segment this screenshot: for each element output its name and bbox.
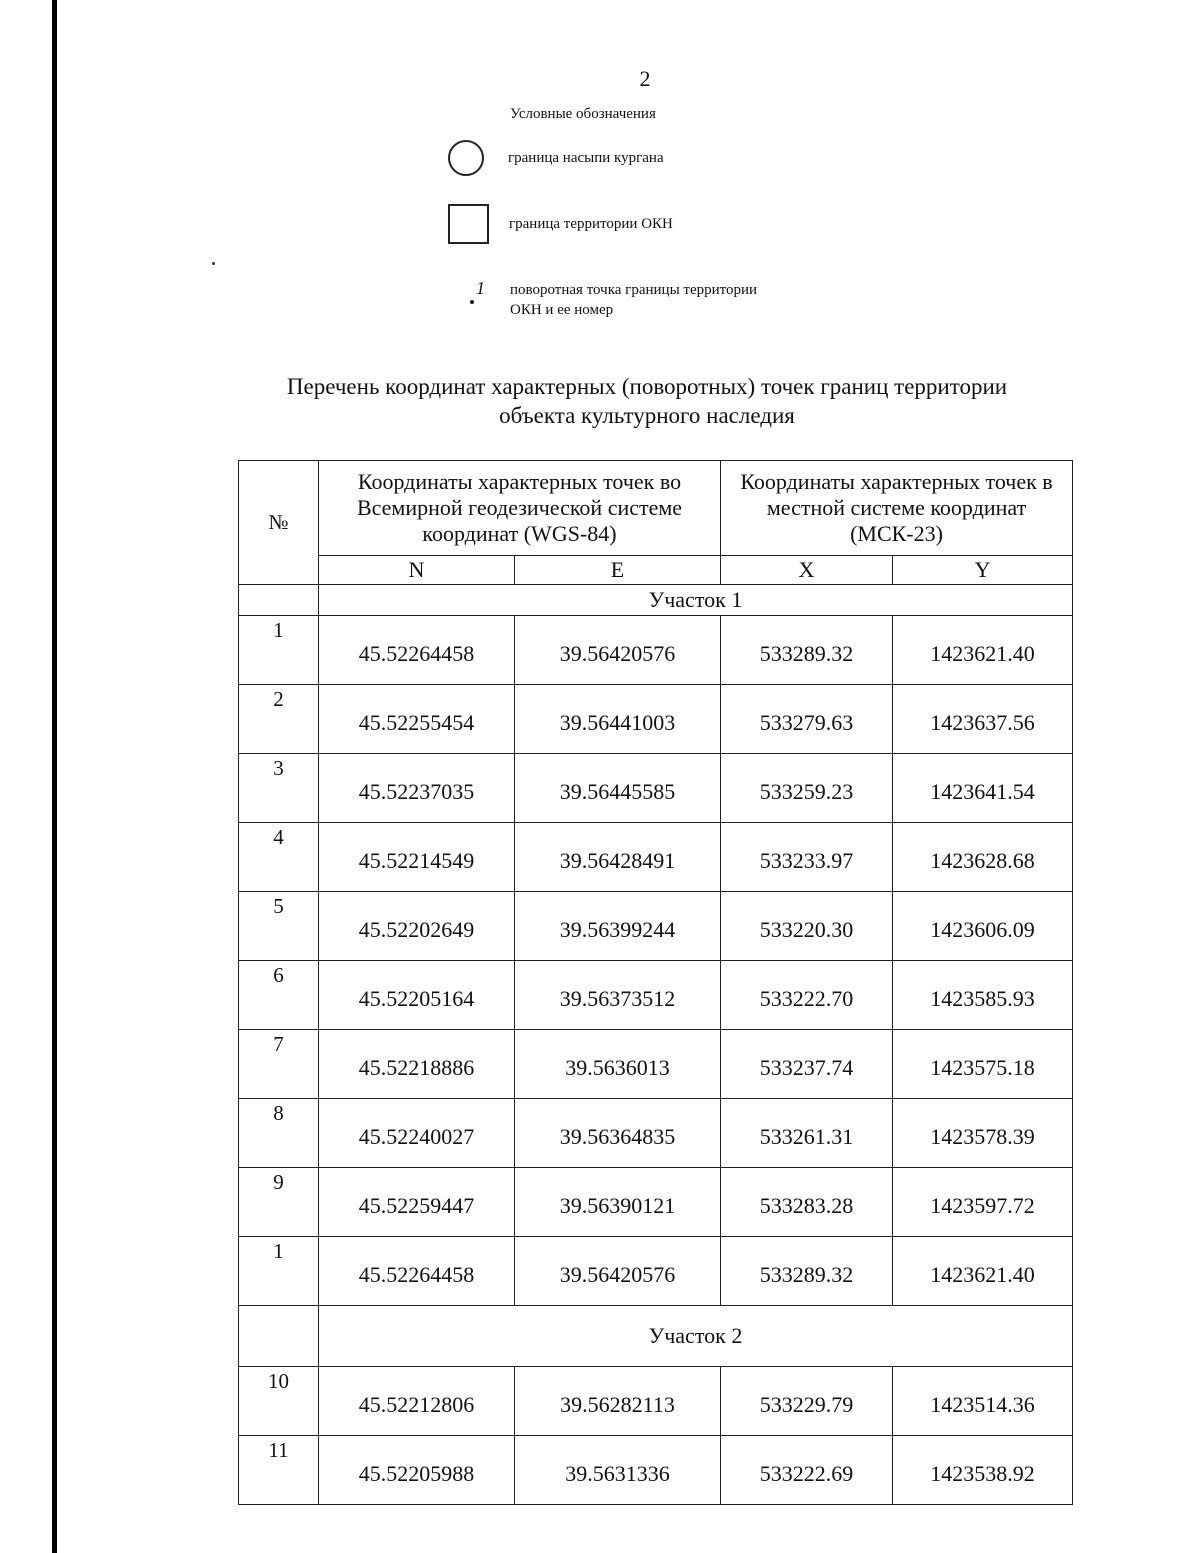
y-coordinate-cell: 1423538.92: [893, 1436, 1073, 1505]
latitude-cell: 45.52212806: [319, 1367, 515, 1436]
y-coordinate-cell: 1423514.36: [893, 1367, 1073, 1436]
longitude-cell: 39.5636013: [515, 1030, 721, 1099]
point-number-cell: 11: [239, 1436, 319, 1505]
latitude-cell: 45.52264458: [319, 1237, 515, 1306]
point-icon: [448, 278, 488, 312]
legend-label-line2: ОКН и ее номер: [510, 302, 614, 318]
x-coordinate-cell: 533222.69: [721, 1436, 893, 1505]
document-heading: [230, 372, 1064, 430]
point-number: 1: [476, 278, 485, 298]
table-row: [239, 961, 1073, 1030]
square-icon: [448, 204, 489, 244]
latitude-cell: 45.52205988: [319, 1436, 515, 1505]
point-dot: [470, 300, 474, 304]
legend-item-turning-point: [448, 278, 757, 320]
x-coordinate-cell: 533289.32: [721, 1237, 893, 1306]
scan-edge-bar: [52, 0, 57, 1553]
table-row: [239, 616, 1073, 685]
y-coordinate-cell: 1423621.40: [893, 616, 1073, 685]
point-number-cell: 7: [239, 1030, 319, 1099]
longitude-cell: 39.56420576: [515, 1237, 721, 1306]
latitude-cell: 45.52259447: [319, 1168, 515, 1237]
latitude-cell: 45.52218886: [319, 1030, 515, 1099]
x-coordinate-cell: 533233.97: [721, 823, 893, 892]
legend-label: [510, 280, 757, 320]
table-row: [239, 1436, 1073, 1505]
x-coordinate-cell: 533289.32: [721, 616, 893, 685]
point-number-cell: 2: [239, 685, 319, 754]
latitude-cell: 45.52214549: [319, 823, 515, 892]
table-row: [239, 823, 1073, 892]
x-coordinate-cell: 533229.79: [721, 1367, 893, 1436]
section-label: Участок 1: [319, 585, 1073, 616]
scan-speck: [212, 262, 215, 265]
page-number: 2: [639, 66, 651, 91]
point-number-cell: 8: [239, 1099, 319, 1168]
longitude-cell: 39.56399244: [515, 892, 721, 961]
x-coordinate-cell: 533222.70: [721, 961, 893, 1030]
table-row: [239, 1168, 1073, 1237]
y-coordinate-cell: 1423621.40: [893, 1237, 1073, 1306]
point-number-cell: 10: [239, 1367, 319, 1436]
section-empty-cell: [239, 1306, 319, 1367]
heading-line1: Перечень координат характерных (поворотных) точек границ территории: [286, 374, 1008, 399]
legend-item-mound-boundary: [448, 140, 664, 176]
section-empty-cell: [239, 585, 319, 616]
latitude-cell: 45.52255454: [319, 685, 515, 754]
header-msk23: Координаты характерных точек в местной системе координат (МСК-23): [721, 461, 1073, 556]
legend-item-territory-boundary: [448, 204, 673, 244]
header-n: N: [319, 556, 515, 585]
y-coordinate-cell: 1423597.72: [893, 1168, 1073, 1237]
table-row: [239, 1367, 1073, 1436]
y-coordinate-cell: 1423628.68: [893, 823, 1073, 892]
x-coordinate-cell: 533220.30: [721, 892, 893, 961]
latitude-cell: 45.52240027: [319, 1099, 515, 1168]
legend-label: граница территории ОКН: [509, 215, 673, 232]
table-row: [239, 754, 1073, 823]
longitude-cell: 39.56390121: [515, 1168, 721, 1237]
longitude-cell: 39.56420576: [515, 616, 721, 685]
table-row: [239, 1237, 1073, 1306]
y-coordinate-cell: 1423637.56: [893, 685, 1073, 754]
section-row: [239, 1306, 1073, 1367]
legend-label-line1: поворотная точка границы территории: [510, 282, 758, 298]
y-coordinate-cell: 1423606.09: [893, 892, 1073, 961]
x-coordinate-cell: 533259.23: [721, 754, 893, 823]
header-y: Y: [893, 556, 1073, 585]
section-row: [239, 585, 1073, 616]
table-row: [239, 892, 1073, 961]
table-row: [239, 1099, 1073, 1168]
header-number: №: [239, 461, 319, 585]
circle-icon: [448, 140, 484, 176]
x-coordinate-cell: 533283.28: [721, 1168, 893, 1237]
point-number-cell: 5: [239, 892, 319, 961]
point-number-cell: 4: [239, 823, 319, 892]
longitude-cell: 39.5631336: [515, 1436, 721, 1505]
y-coordinate-cell: 1423641.54: [893, 754, 1073, 823]
point-number-cell: 1: [239, 616, 319, 685]
longitude-cell: 39.56428491: [515, 823, 721, 892]
longitude-cell: 39.56441003: [515, 685, 721, 754]
header-e: E: [515, 556, 721, 585]
y-coordinate-cell: 1423575.18: [893, 1030, 1073, 1099]
header-wgs84: Координаты характерных точек во Всемирной геодезической системе координат (WGS-84): [319, 461, 721, 556]
y-coordinate-cell: 1423578.39: [893, 1099, 1073, 1168]
y-coordinate-cell: 1423585.93: [893, 961, 1073, 1030]
longitude-cell: 39.56364835: [515, 1099, 721, 1168]
section-label: Участок 2: [319, 1306, 1073, 1367]
point-number-cell: 9: [239, 1168, 319, 1237]
longitude-cell: 39.56282113: [515, 1367, 721, 1436]
legend-label: граница насыпи кургана: [508, 149, 664, 166]
legend-title: Условные обозначения: [510, 106, 656, 122]
coordinates-table: [238, 460, 1073, 1505]
latitude-cell: 45.52237035: [319, 754, 515, 823]
x-coordinate-cell: 533237.74: [721, 1030, 893, 1099]
x-coordinate-cell: 533279.63: [721, 685, 893, 754]
point-number-cell: 3: [239, 754, 319, 823]
latitude-cell: 45.52202649: [319, 892, 515, 961]
heading-line2: объекта культурного наследия: [499, 403, 795, 428]
longitude-cell: 39.56445585: [515, 754, 721, 823]
header-x: X: [721, 556, 893, 585]
point-number-cell: 1: [239, 1237, 319, 1306]
table-row: [239, 1030, 1073, 1099]
point-number-cell: 6: [239, 961, 319, 1030]
longitude-cell: 39.56373512: [515, 961, 721, 1030]
x-coordinate-cell: 533261.31: [721, 1099, 893, 1168]
table-row: [239, 685, 1073, 754]
table-body: [239, 585, 1073, 1505]
latitude-cell: 45.52264458: [319, 616, 515, 685]
latitude-cell: 45.52205164: [319, 961, 515, 1030]
